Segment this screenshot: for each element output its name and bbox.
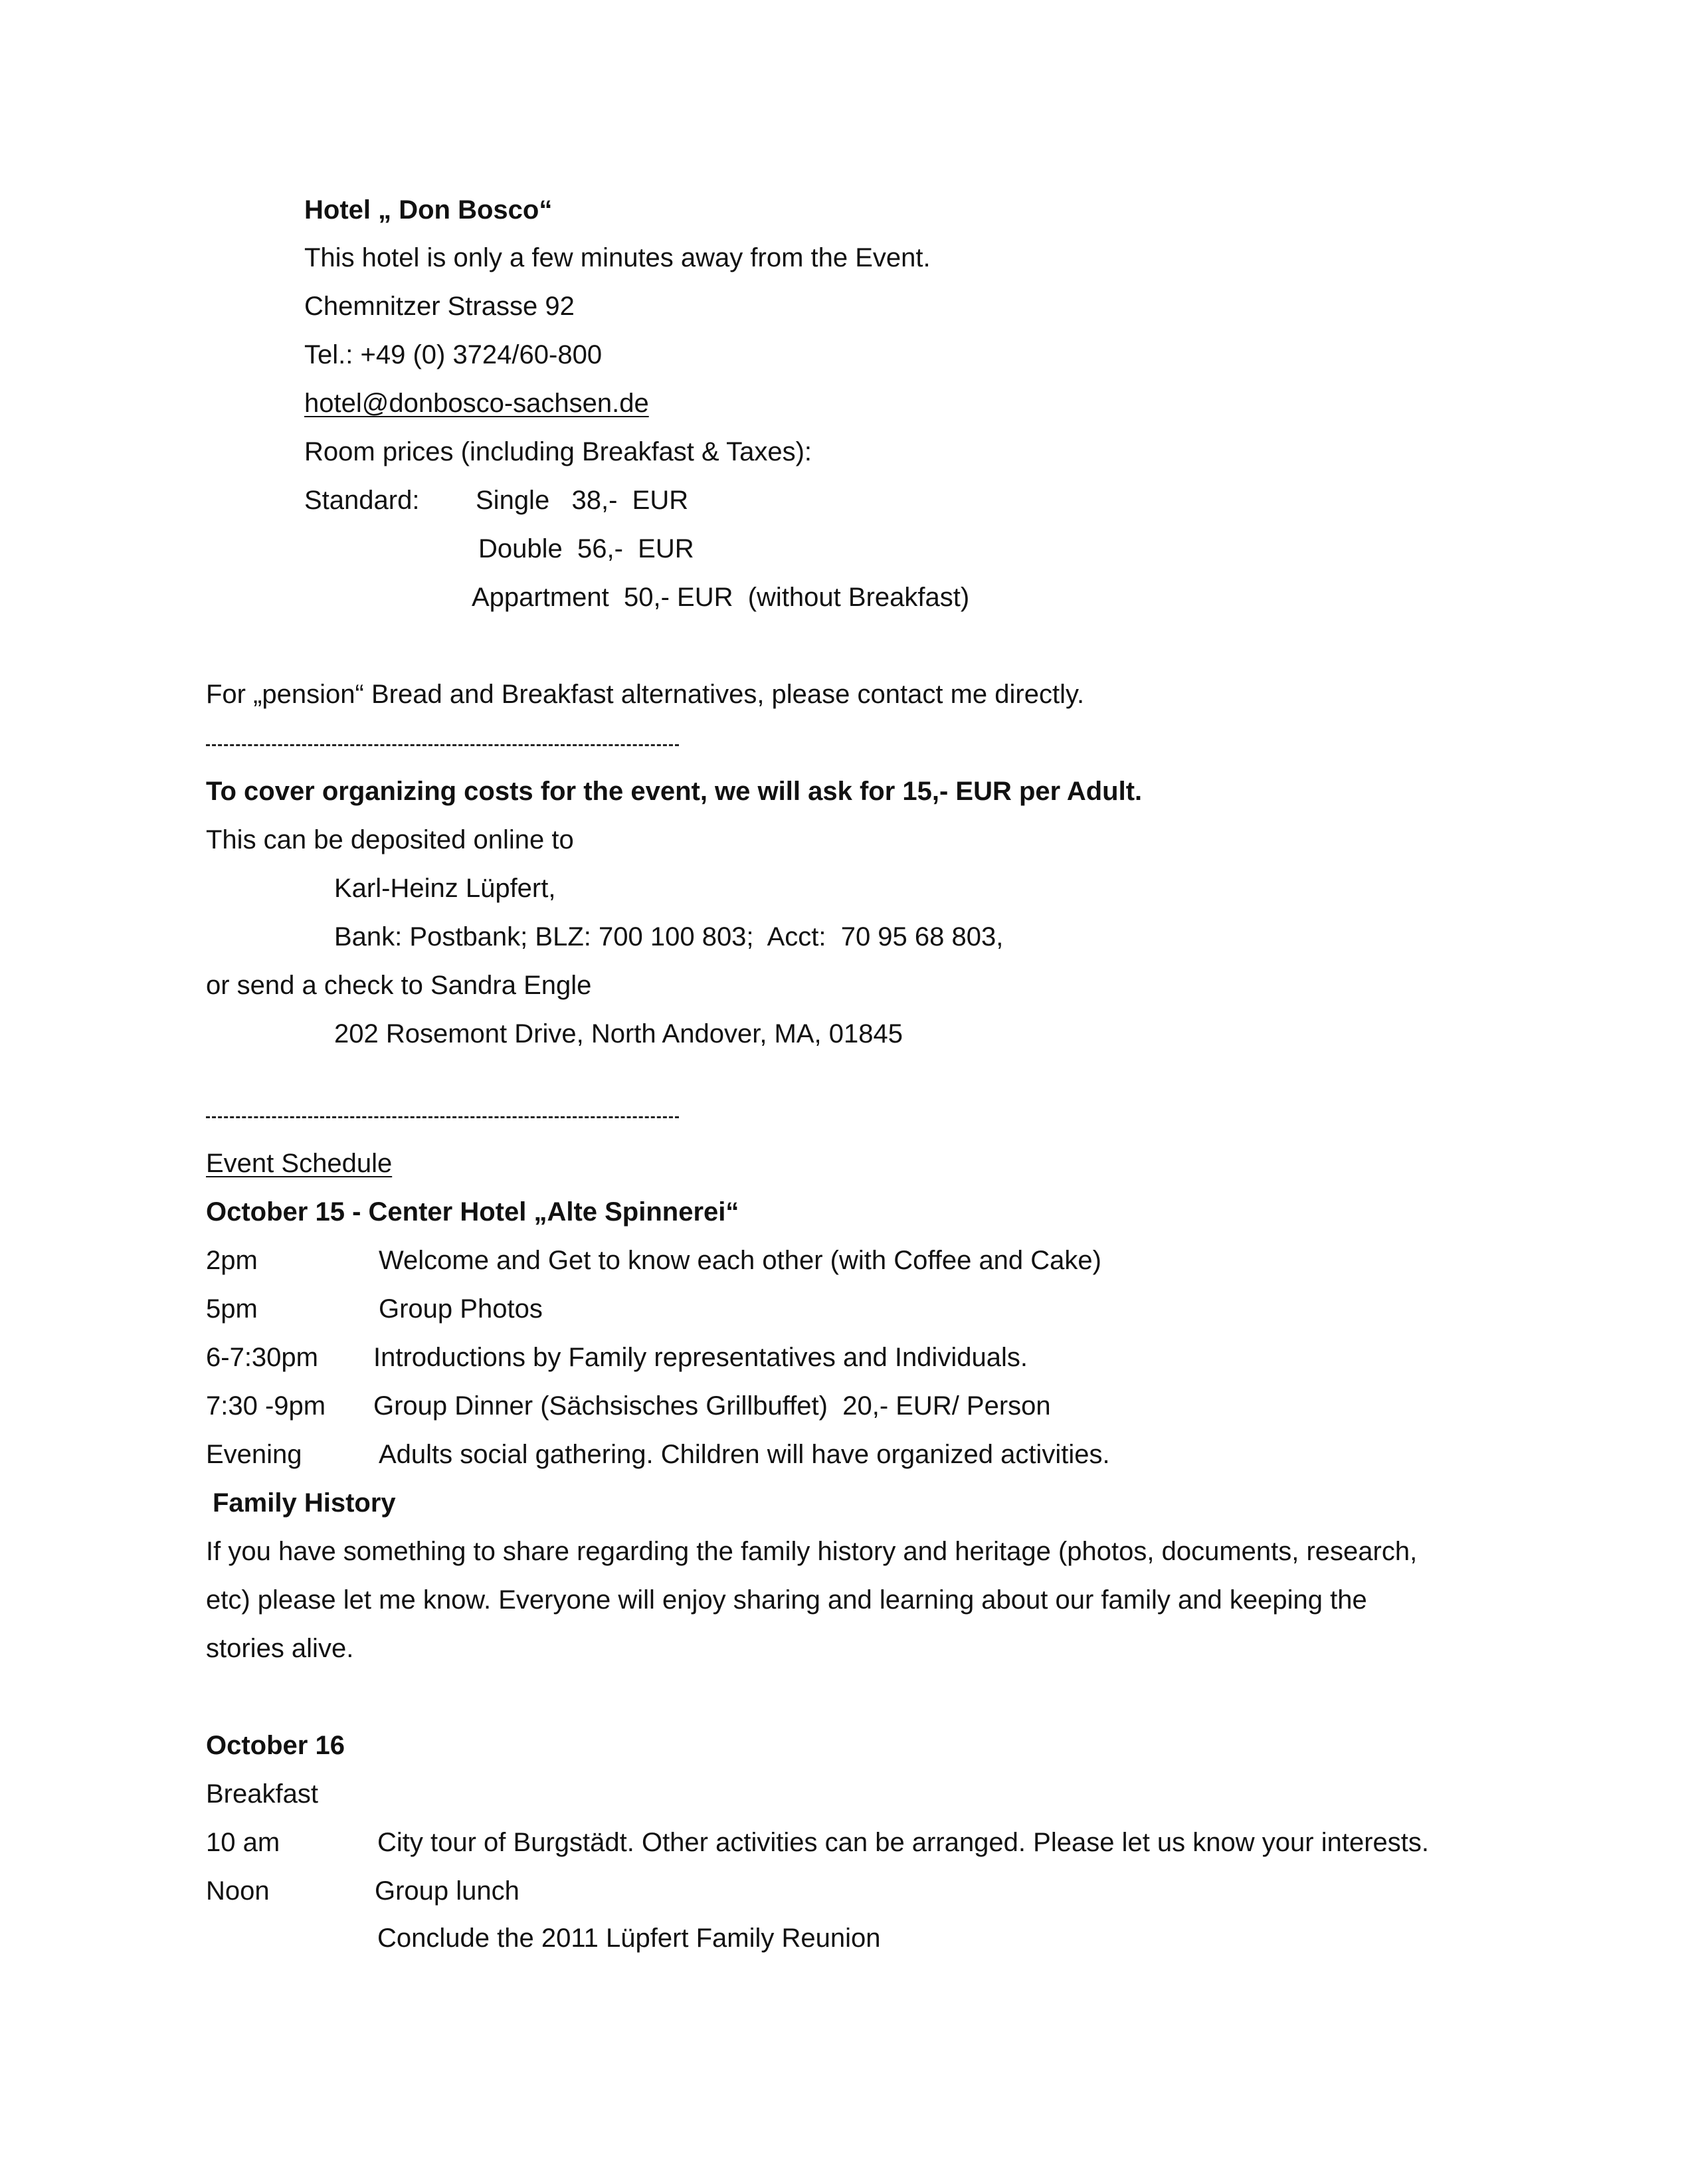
divider: [206, 744, 679, 746]
event-schedule-heading: Event Schedule: [206, 1149, 393, 1178]
hotel-address: Chemnitzer Strasse 92: [304, 292, 575, 321]
check-intro: or send a check to Sandra Engle: [206, 971, 592, 1000]
schedule-time: 2pm: [206, 1246, 258, 1275]
schedule-activity: Group lunch: [375, 1876, 519, 1906]
divider: [206, 1116, 679, 1118]
room-prices-heading: Room prices (including Breakfast & Taxes):: [304, 437, 812, 466]
schedule-time: Evening: [206, 1440, 302, 1469]
schedule-time: Noon: [206, 1876, 270, 1906]
costs-heading: To cover organizing costs for the event, we will ask for 15,- EUR per Adult.: [206, 777, 1143, 806]
day2-title: October 16: [206, 1731, 345, 1760]
schedule-time: 6-7:30pm: [206, 1343, 318, 1372]
deposit-intro: This can be deposited online to: [206, 825, 574, 854]
pension-note: For „pension“ Bread and Breakfast alternatives, please contact me directly.: [206, 680, 1085, 709]
schedule-activity: City tour of Burgstädt. Other activities can be arranged. Please let us know your interests.: [377, 1828, 1429, 1857]
schedule-activity: Group Photos: [379, 1294, 543, 1324]
schedule-activity: Introductions by Family representatives and Individuals.: [373, 1343, 1028, 1372]
family-history-line: etc) please let me know. Everyone will enjoy sharing and learning about our family and keeping the: [206, 1585, 1367, 1615]
conclusion: Conclude the 2011 Lüpfert Family Reunion: [377, 1924, 881, 1953]
schedule-activity: Welcome and Get to know each other (with Coffee and Cake): [379, 1246, 1101, 1275]
family-history-line: stories alive.: [206, 1634, 354, 1663]
day1-title: October 15 - Center Hotel „Alte Spinnerei“: [206, 1197, 739, 1227]
account-name: Karl-Heinz Lüpfert,: [334, 874, 556, 903]
day2-breakfast: Breakfast: [206, 1779, 318, 1809]
hotel-phone: Tel.: +49 (0) 3724/60-800: [304, 340, 603, 369]
hotel-name: Hotel „ Don Bosco“: [304, 195, 553, 225]
schedule-time: 5pm: [206, 1294, 258, 1324]
schedule-time: 10 am: [206, 1828, 280, 1857]
hotel-description: This hotel is only a few minutes away from the Event.: [304, 243, 931, 272]
bank-details: Bank: Postbank; BLZ: 700 100 803; Acct: 70 95 68 803,: [334, 922, 1004, 951]
check-address: 202 Rosemont Drive, North Andover, MA, 01845: [334, 1019, 903, 1048]
price-apartment: Appartment 50,- EUR (without Breakfast): [472, 583, 970, 612]
schedule-time: 7:30 -9pm: [206, 1391, 326, 1421]
schedule-activity: Group Dinner (Sächsisches Grillbuffet) 20,- EUR/ Person: [373, 1391, 1051, 1421]
hotel-email-link[interactable]: hotel@donbosco-sachsen.de: [304, 389, 649, 418]
standard-label: Standard:: [304, 486, 420, 515]
price-double: Double 56,- EUR: [478, 534, 694, 563]
schedule-activity: Adults social gathering. Children will have organized activities.: [379, 1440, 1110, 1469]
family-history-line: If you have something to share regarding the family history and heritage (photos, documents, research,: [206, 1537, 1418, 1566]
family-history-heading: Family History: [213, 1488, 396, 1518]
price-single: Single 38,- EUR: [476, 486, 689, 515]
